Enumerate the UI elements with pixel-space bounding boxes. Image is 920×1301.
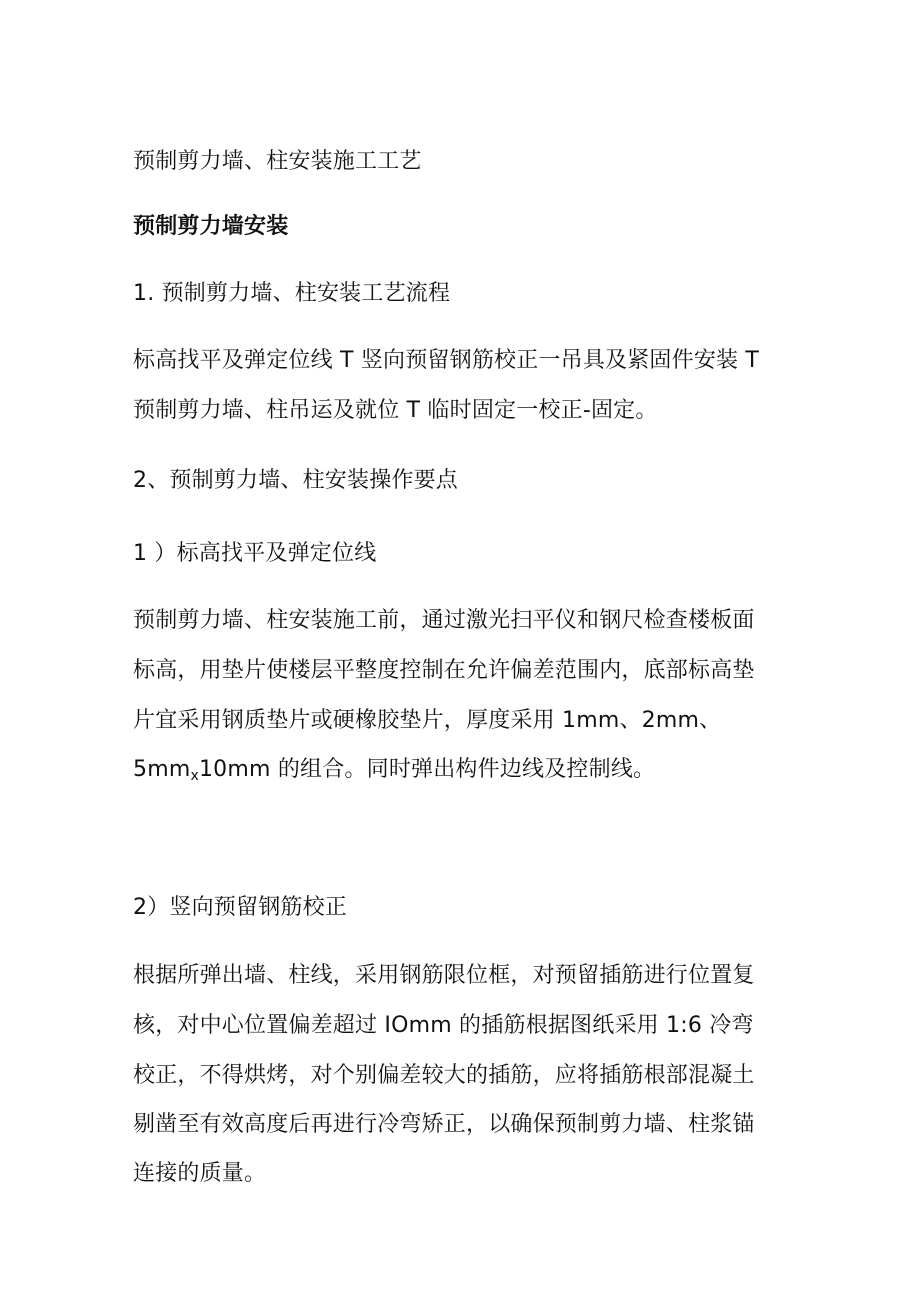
sub2-line-4: 剔凿至有效高度后再进行冷弯矫正，以确保预制剪力墙、柱浆锚 — [133, 1112, 755, 1137]
sub1-line-4 — [133, 755, 655, 785]
item2-heading: 2、预制剪力墙、柱安装操作要点 — [133, 468, 458, 493]
sub1-line-4-part-a: 5mm — [133, 757, 191, 782]
sub1-line-3: 片宜采用钢质垫片或硬橡胶垫片，厚度采用 1mm、2mm、 — [133, 708, 722, 733]
section-heading: 预制剪力墙安装 — [133, 214, 289, 239]
sub1-line-2: 标高，用垫片使楼层平整度控制在允许偏差范围内，底部标高垫 — [133, 658, 755, 683]
sub1-line-4-part-b: 10mm 的组合。同时弹出构件边线及控制线。 — [198, 757, 656, 782]
sub1-line-1: 预制剪力墙、柱安装施工前，通过激光扫平仪和钢尺检查楼板面 — [133, 608, 755, 633]
sub1-heading: 1 ）标高找平及弹定位线 — [133, 541, 377, 566]
flow-line-1: 标高找平及弹定位线 T 竖向预留钢筋校正一吊具及紧固件安装 T — [133, 348, 760, 373]
sub2-heading: 2）竖向预留钢筋校正 — [133, 895, 347, 920]
sub2-line-5: 连接的质量。 — [133, 1161, 267, 1186]
flow-line-2: 预制剪力墙、柱吊运及就位 T 临时固定一校正-固定。 — [133, 398, 658, 423]
document-title: 预制剪力墙、柱安装施工工艺 — [133, 149, 422, 174]
sub2-line-2: 核，对中心位置偏差超过 IOmm 的插筋根据图纸采用 1:6 冷弯 — [133, 1013, 754, 1038]
sub2-line-3: 校正，不得烘烤，对个别偏差较大的插筋，应将插筋根部混凝土 — [133, 1063, 755, 1088]
sub2-line-1: 根据所弹出墙、柱线，采用钢筋限位框，对预留插筋进行位置复 — [133, 963, 755, 988]
sub1-line-4-subscript: x — [190, 768, 199, 784]
item1-heading: 1. 预制剪力墙、柱安装工艺流程 — [133, 281, 451, 306]
